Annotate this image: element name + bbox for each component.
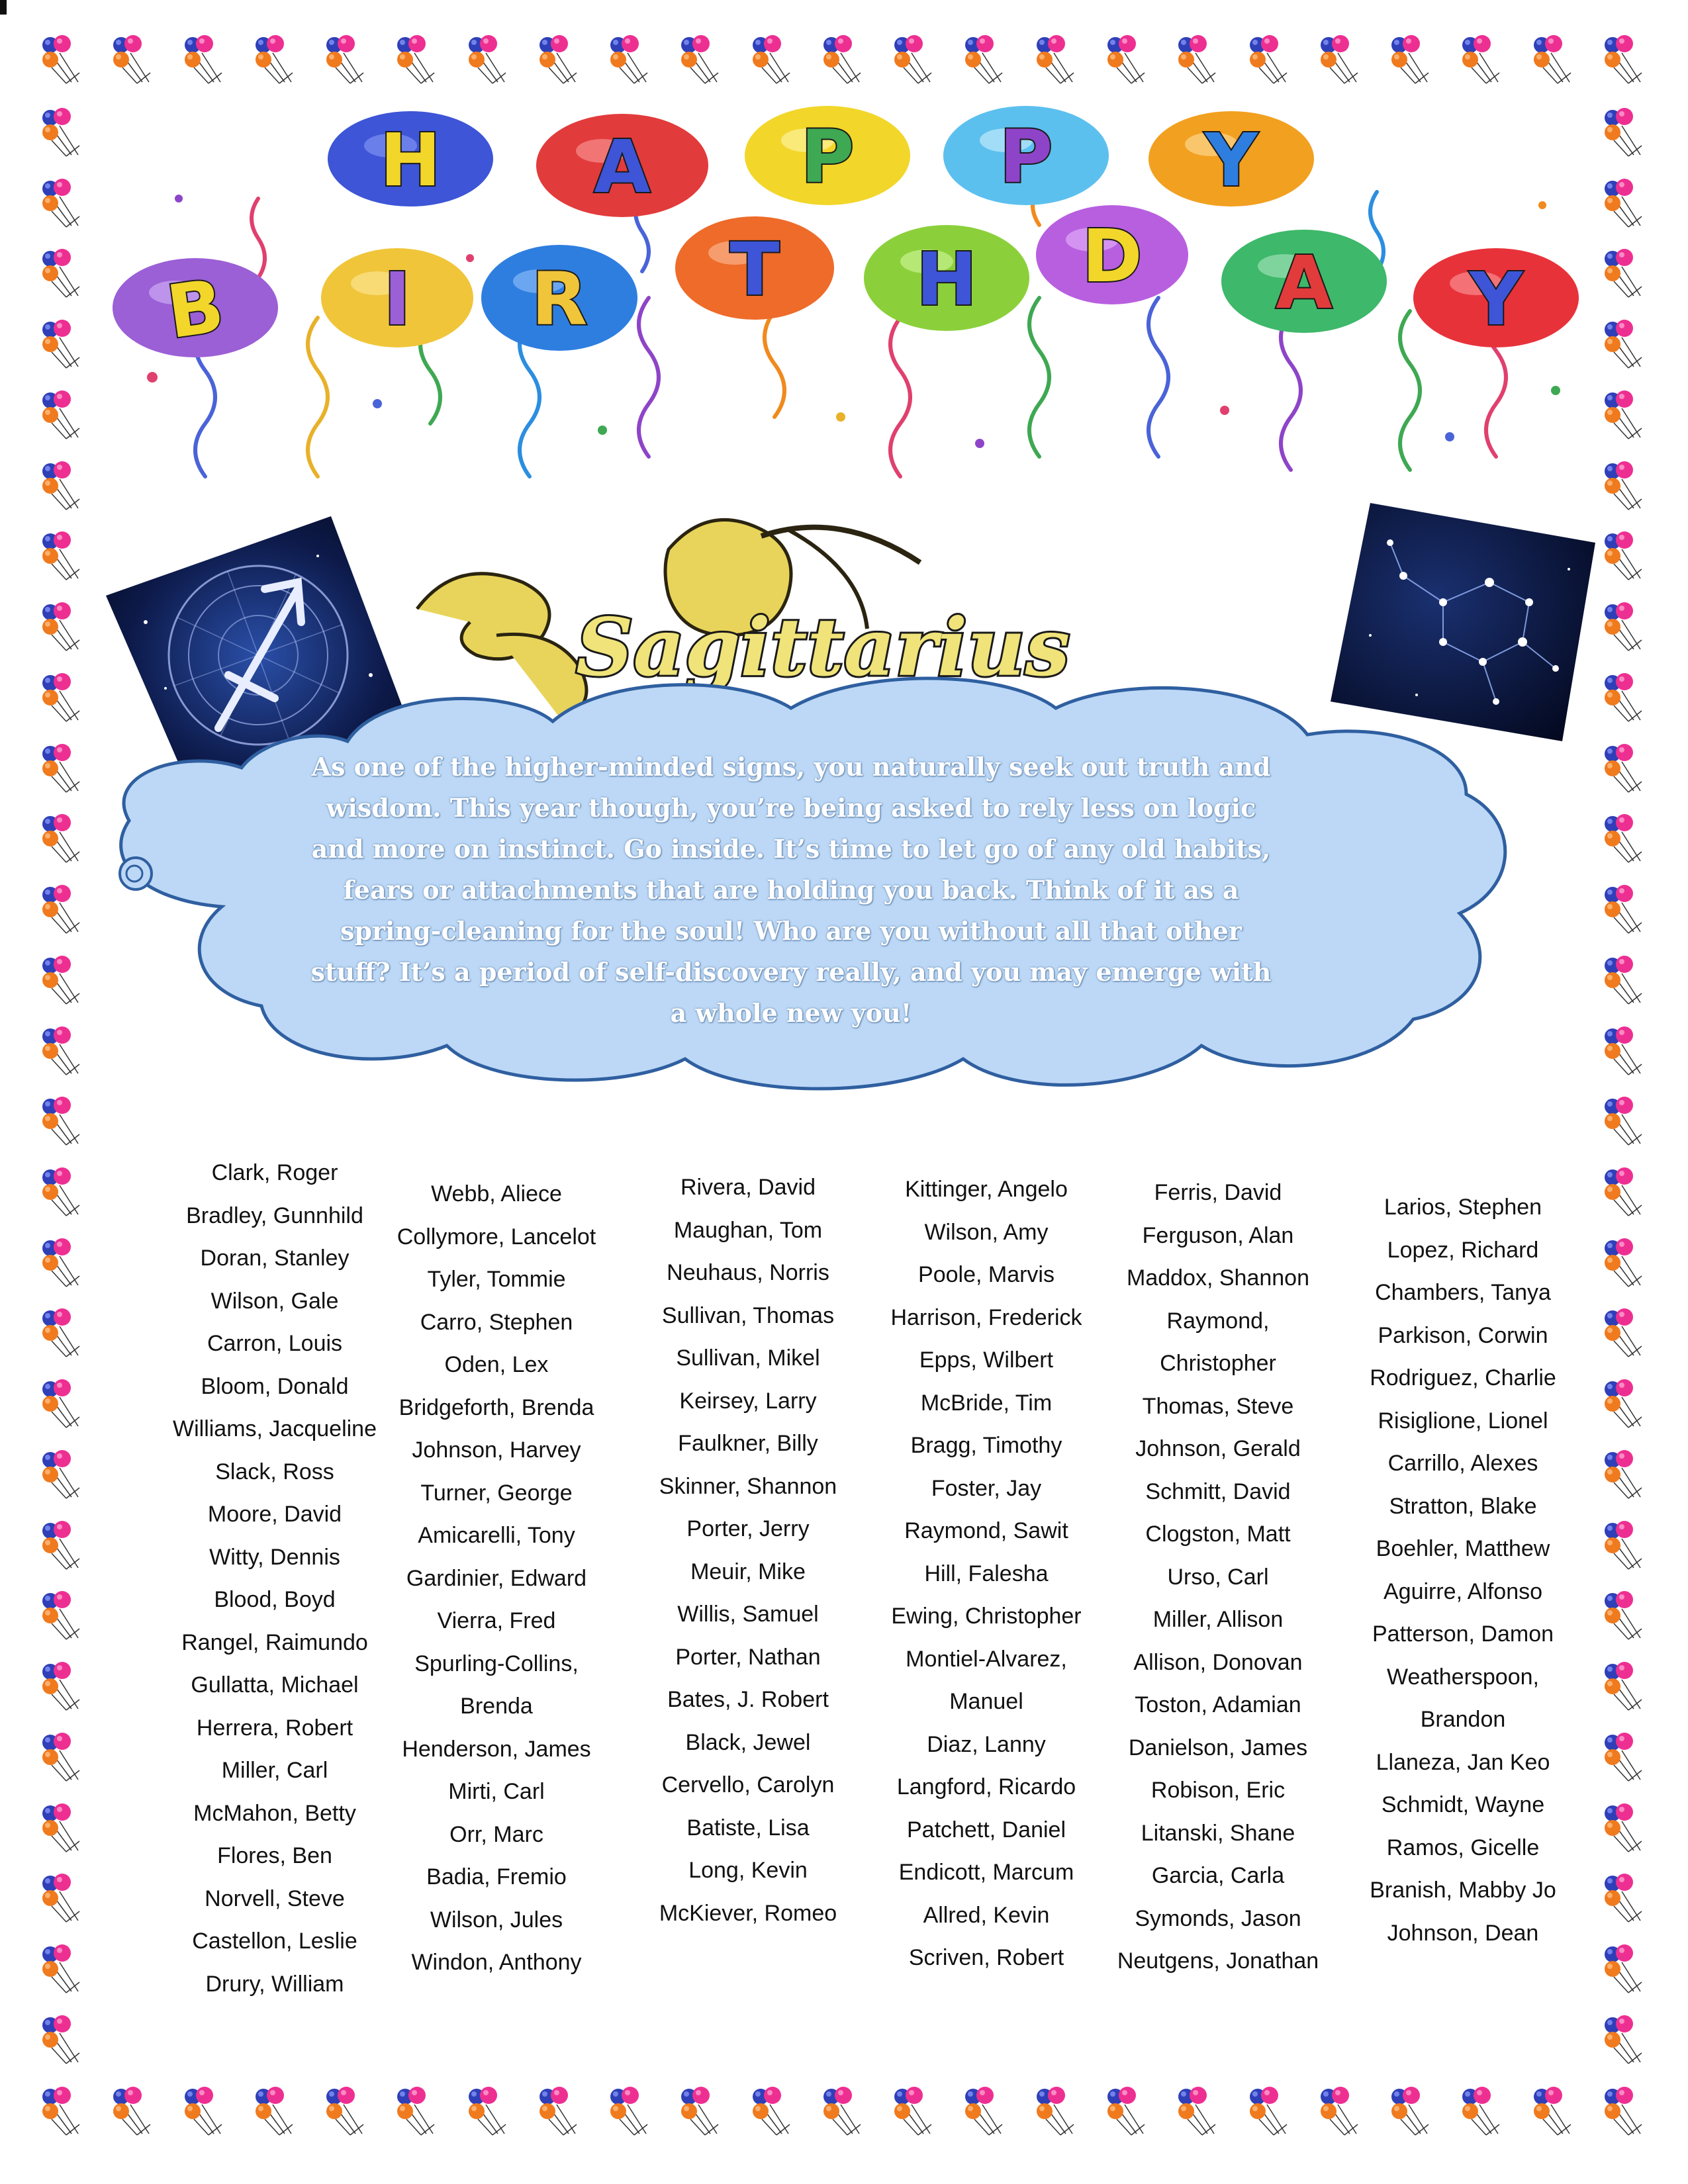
scan-corner-mark [0, 0, 7, 15]
name-entry: Patchett, Daniel [906, 1817, 1066, 1843]
name-entry: Willis, Samuel [677, 1602, 819, 1627]
svg-text:R: R [531, 257, 588, 341]
birthday-balloons-art [99, 99, 1595, 510]
name-entry: Henderson, James [402, 1736, 591, 1762]
balloon-icon [1602, 1165, 1648, 1217]
name-entry: Symonds, Jason [1135, 1905, 1301, 1931]
name-entry: Long, Kevin [688, 1858, 808, 1883]
name-entry: Wilson, Jules [430, 1907, 563, 1933]
balloon-icon [537, 33, 583, 85]
name-entry: Wilson, Gale [211, 1288, 339, 1314]
name-entry: Gardinier, Edward [406, 1565, 587, 1591]
balloon-icon [1602, 1872, 1648, 1923]
balloon-icon [892, 33, 938, 85]
balloon-icon [1602, 388, 1648, 440]
name-entry: Rodriguez, Charlie [1370, 1365, 1556, 1390]
name-entry: Aguirre, Alfonso [1383, 1578, 1543, 1604]
balloon-icon [1602, 600, 1648, 652]
name-entry: Patterson, Damon [1372, 1621, 1554, 1647]
name-entry: Johnson, Harvey [412, 1437, 581, 1463]
name-entry: Boehler, Matthew [1376, 1536, 1550, 1561]
name-entry: Maddox, Shannon [1127, 1265, 1309, 1291]
name-entry: Faulkner, Billy [678, 1431, 818, 1456]
names-column-5 [1092, 1171, 1344, 1983]
name-entry: Carron, Louis [207, 1331, 343, 1356]
balloon-icon [1247, 2085, 1293, 2136]
name-entry: Raymond, Sawit [904, 1518, 1068, 1543]
balloon-icon [111, 2085, 157, 2136]
svg-text:Y: Y [1205, 118, 1258, 203]
balloon-icon [537, 2085, 583, 2136]
names-column-3 [622, 1166, 874, 1934]
balloon-icon [40, 247, 86, 298]
svg-text:D: D [1082, 214, 1143, 298]
name-entry: Moore, David [207, 1502, 342, 1527]
balloon-icon [1602, 1942, 1648, 1994]
name-entry: Schmidt, Wayne [1381, 1792, 1545, 1817]
balloon-icon [608, 33, 654, 85]
name-entry: Foster, Jay [931, 1475, 1042, 1501]
name-entry: Brenda [460, 1694, 533, 1719]
balloon-icon [1247, 33, 1293, 85]
balloon-icon [1602, 1801, 1648, 1853]
balloon-border-bottom [40, 2085, 1648, 2136]
names-column-6 [1337, 1186, 1589, 1954]
balloon-icon [40, 1165, 86, 1217]
balloon-icon [324, 2085, 370, 2136]
balloon-icon [40, 1731, 86, 1782]
name-entry: Slack, Ross [215, 1459, 334, 1484]
name-entry: Chambers, Tanya [1375, 1280, 1551, 1305]
name-entry: Norvell, Steve [205, 1886, 345, 1911]
balloon-icon [40, 1448, 86, 1500]
balloon-icon [1602, 1306, 1648, 1358]
balloon-icon [1602, 812, 1648, 864]
name-entry: Endicott, Marcum [898, 1860, 1074, 1885]
balloon-icon [962, 2085, 1009, 2136]
balloon-icon [40, 177, 86, 228]
balloon-icon [1105, 2085, 1151, 2136]
balloon-icon [40, 33, 86, 85]
balloon-icon [40, 1519, 86, 1570]
name-entry: Rivera, David [680, 1175, 816, 1200]
happy-birthday-banner [99, 99, 1595, 510]
balloon-icon [1034, 33, 1080, 85]
balloon-icon [40, 2013, 86, 2065]
name-entry: Miller, Carl [221, 1758, 328, 1783]
name-entry: Wilson, Amy [924, 1219, 1049, 1245]
balloon-icon [1602, 529, 1648, 581]
name-entry: Neutgens, Jonathan [1117, 1948, 1319, 1974]
balloon-icon [1602, 1519, 1648, 1570]
name-entry: Orr, Marc [449, 1821, 543, 1847]
balloon-icon [1460, 33, 1506, 85]
name-entry: Keirsey, Larry [679, 1388, 817, 1414]
balloon-icon [40, 1801, 86, 1853]
name-entry: Black, Jewel [685, 1729, 811, 1755]
horoscope-text: As one of the higher-minded signs, you naturally seek out truth and wisdom. This year though, you’re being asked to rely less on logic and more on instinct. Go inside. It’s time to let go of any old habits, fears or attachments that are holding you back. Think of it as a spring-cleaning for the soul! Who are you without all that other stuff? It’s a period of self-discovery really, and you may emerge with a whole new you! [310, 752, 1272, 1028]
name-entry: Witty, Dennis [209, 1544, 340, 1570]
name-entry: Lopez, Richard [1387, 1237, 1539, 1263]
balloon-icon [253, 2085, 299, 2136]
balloon-icon [466, 2085, 512, 2136]
balloon-icon [395, 2085, 441, 2136]
name-entry: Windon, Anthony [411, 1950, 582, 1975]
name-entry: Williams, Jacqueline [173, 1416, 377, 1441]
name-entry: McBride, Tim [920, 1390, 1053, 1416]
balloon-icon [40, 671, 86, 723]
name-entry: Johnson, Dean [1387, 1920, 1539, 1946]
name-entry: Urso, Carl [1167, 1564, 1269, 1590]
name-entry: Branish, Mabby Jo [1370, 1878, 1556, 1903]
names-column-1 [149, 1152, 400, 2005]
balloon-icon [1602, 1448, 1648, 1500]
name-entry: Scriven, Robert [908, 1945, 1064, 1970]
name-entry: Bragg, Timothy [910, 1433, 1062, 1458]
balloon-icon [40, 954, 86, 1005]
balloon-icon [111, 33, 157, 85]
name-entry: Bates, J. Robert [667, 1687, 829, 1712]
name-entry: Mirti, Carl [448, 1779, 545, 1804]
svg-text:P: P [999, 114, 1053, 199]
balloon-icon [40, 106, 86, 158]
name-entry: Sullivan, Mikel [676, 1345, 820, 1371]
balloon-border-left [40, 106, 86, 2065]
balloon-icon [750, 2085, 796, 2136]
balloon-icon [1176, 33, 1222, 85]
name-entry: Langford, Ricardo [896, 1774, 1076, 1799]
name-entry: McMahon, Betty [193, 1800, 356, 1826]
name-entry: Poole, Marvis [918, 1262, 1055, 1287]
balloon-icon [679, 2085, 725, 2136]
name-entry: Robison, Eric [1150, 1778, 1286, 1803]
name-entry: Stratton, Blake [1389, 1493, 1537, 1519]
name-entry: Ferris, David [1154, 1180, 1282, 1205]
name-entry: Collymore, Lancelot [397, 1224, 596, 1250]
balloon-icon [1460, 2085, 1506, 2136]
name-entry: Toston, Adamian [1135, 1692, 1301, 1717]
name-entry: Meuir, Mike [690, 1559, 806, 1584]
name-entry: Blood, Boyd [214, 1587, 336, 1612]
balloon-icon [1602, 106, 1648, 158]
name-entry: Clark, Roger [211, 1160, 338, 1185]
name-entry: Christopher [1160, 1351, 1276, 1376]
name-entry: Webb, Aliece [431, 1181, 562, 1206]
balloon-icon [40, 388, 86, 440]
balloon-icon [40, 318, 86, 369]
name-entry: Hill, Falesha [924, 1561, 1049, 1586]
name-entry: Rangel, Raimundo [181, 1629, 368, 1655]
name-entry: Doran, Stanley [200, 1246, 350, 1271]
balloon-icon [1602, 1024, 1648, 1076]
name-entry: Larios, Stephen [1383, 1195, 1542, 1220]
name-entry: Vierra, Fred [437, 1608, 556, 1633]
balloon-icon [821, 2085, 867, 2136]
balloon-icon [40, 1872, 86, 1923]
svg-text:B: B [162, 263, 229, 355]
name-entry: Skinner, Shannon [659, 1473, 837, 1499]
name-entry: Danielson, James [1128, 1735, 1308, 1760]
name-entry: Castellon, Leslie [192, 1929, 357, 1954]
balloon-icon [1602, 2013, 1648, 2065]
name-entry: Carro, Stephen [420, 1309, 573, 1335]
balloon-icon [1602, 33, 1648, 85]
balloon-icon [962, 33, 1009, 85]
name-entry: Maughan, Tom [673, 1217, 823, 1243]
balloon-icon [1602, 1731, 1648, 1782]
balloon-icon [1602, 1236, 1648, 1288]
balloon-icon [40, 883, 86, 934]
svg-text:A: A [594, 124, 651, 209]
balloon-icon [1602, 1377, 1648, 1429]
name-entry: Neuhaus, Norris [667, 1260, 829, 1285]
balloon-icon [324, 33, 370, 85]
balloon-icon [40, 1095, 86, 1146]
svg-text:H: H [915, 237, 978, 322]
name-entry: Ewing, Christopher [891, 1604, 1082, 1629]
balloon-icon [1602, 954, 1648, 1005]
balloon-icon [1602, 742, 1648, 794]
svg-text:T: T [729, 227, 780, 312]
name-entry: Parkison, Corwin [1378, 1322, 1548, 1348]
name-entry: Schmitt, David [1145, 1479, 1291, 1504]
balloon-icon [1602, 1589, 1648, 1641]
balloon-icon [40, 1942, 86, 1994]
name-entry: Montiel-Alvarez, [906, 1646, 1067, 1672]
balloon-icon [1531, 33, 1577, 85]
balloon-icon [40, 742, 86, 794]
name-entry: Oden, Lex [444, 1352, 549, 1377]
name-entry: Manuel [949, 1689, 1023, 1714]
name-entry: Gullatta, Michael [191, 1672, 359, 1698]
name-entry: Spurling-Collins, [414, 1651, 579, 1676]
balloon-icon [395, 33, 441, 85]
balloon-icon [253, 33, 299, 85]
balloon-icon [1602, 1095, 1648, 1146]
name-entry: McKiever, Romeo [659, 1900, 837, 1926]
name-entry: Cervello, Carolyn [661, 1772, 835, 1797]
name-entry: Ferguson, Alan [1142, 1222, 1294, 1248]
balloon-icon [1602, 318, 1648, 369]
balloon-icon [1531, 2085, 1577, 2136]
balloon-icon [40, 459, 86, 511]
name-entry: Porter, Nathan [675, 1644, 821, 1670]
balloon-icon [40, 812, 86, 864]
name-entry: Weatherspoon, [1387, 1664, 1539, 1690]
balloon-icon [679, 33, 725, 85]
name-entry: Epps, Wilbert [919, 1347, 1054, 1373]
name-entry: Diaz, Lanny [927, 1731, 1046, 1757]
name-entry: Raymond, [1166, 1308, 1270, 1334]
name-entry: Porter, Jerry [686, 1516, 810, 1541]
balloon-border-right [1602, 106, 1648, 2065]
balloon-icon [40, 2085, 86, 2136]
balloon-icon [40, 1377, 86, 1429]
name-entry: Thomas, Steve [1142, 1393, 1294, 1419]
balloon-icon [1602, 247, 1648, 298]
svg-text:Y: Y [1470, 257, 1523, 341]
name-entry: Brandon [1420, 1707, 1506, 1732]
balloon-icon [750, 33, 796, 85]
balloon-icon [892, 2085, 938, 2136]
balloon-icon [1389, 2085, 1435, 2136]
name-entry: Allred, Kevin [923, 1902, 1050, 1928]
name-entry: Bloom, Donald [201, 1373, 349, 1399]
balloon-icon [466, 33, 512, 85]
balloon-icon [608, 2085, 654, 2136]
balloon-icon [1602, 671, 1648, 723]
name-entry: Risiglione, Lionel [1378, 1408, 1548, 1433]
name-entry: Llaneza, Jan Keo [1376, 1749, 1550, 1775]
svg-text:H: H [379, 118, 442, 203]
name-entry: Johnson, Gerald [1135, 1436, 1301, 1461]
name-entry: Ramos, Gicelle [1386, 1835, 1540, 1860]
balloon-border-top [40, 33, 1648, 85]
balloon-icon [1602, 459, 1648, 511]
name-entry: Allison, Donovan [1133, 1649, 1303, 1675]
balloon-icon [40, 1306, 86, 1358]
name-entry: Bradley, Gunnhild [186, 1203, 363, 1228]
balloon-icon [1602, 1660, 1648, 1711]
name-entry: Amicarelli, Tony [418, 1523, 575, 1548]
name-entry: Sullivan, Thomas [661, 1302, 835, 1328]
balloon-icon [1318, 2085, 1364, 2136]
name-entry: Bridgeforth, Brenda [399, 1394, 594, 1420]
balloon-icon [40, 1024, 86, 1076]
svg-text:A: A [1276, 240, 1333, 325]
balloon-icon [182, 2085, 228, 2136]
name-entry: Harrison, Frederick [890, 1304, 1082, 1330]
svg-text:I: I [383, 257, 411, 341]
name-entry: Badia, Fremio [426, 1864, 567, 1889]
balloon-icon [1034, 2085, 1080, 2136]
name-entry: Drury, William [205, 1971, 344, 1997]
svg-text:P: P [800, 114, 855, 199]
balloon-icon [1602, 2085, 1648, 2136]
balloon-icon [40, 1236, 86, 1288]
balloon-icon [40, 1589, 86, 1641]
name-entry: Clogston, Matt [1145, 1522, 1291, 1547]
name-entry: Kittinger, Angelo [905, 1177, 1068, 1202]
name-entry: Batiste, Lisa [686, 1815, 810, 1841]
balloon-icon [1389, 33, 1435, 85]
name-entry: Garcia, Carla [1151, 1863, 1285, 1888]
balloon-icon [40, 1660, 86, 1711]
balloon-icon [1602, 177, 1648, 228]
names-column-2 [371, 1173, 622, 1984]
name-entry: Litanski, Shane [1141, 1820, 1295, 1846]
balloon-icon [1602, 883, 1648, 934]
name-entry: Turner, George [420, 1480, 573, 1506]
name-entry: Tyler, Tommie [427, 1267, 566, 1292]
balloon-icon [40, 529, 86, 581]
name-entry: Miller, Allison [1152, 1607, 1284, 1632]
name-entry: Flores, Ben [217, 1843, 332, 1868]
names-column-4 [861, 1168, 1112, 1979]
balloon-icon [182, 33, 228, 85]
balloon-icon [40, 600, 86, 652]
balloon-icon [821, 33, 867, 85]
sagittarius-title: Sagittarius [576, 601, 1070, 694]
balloon-icon [1318, 33, 1364, 85]
name-entry: Herrera, Robert [196, 1715, 353, 1741]
balloon-icon [1176, 2085, 1222, 2136]
balloon-icon [1105, 33, 1151, 85]
name-entry: Carrillo, Alexes [1387, 1451, 1538, 1476]
